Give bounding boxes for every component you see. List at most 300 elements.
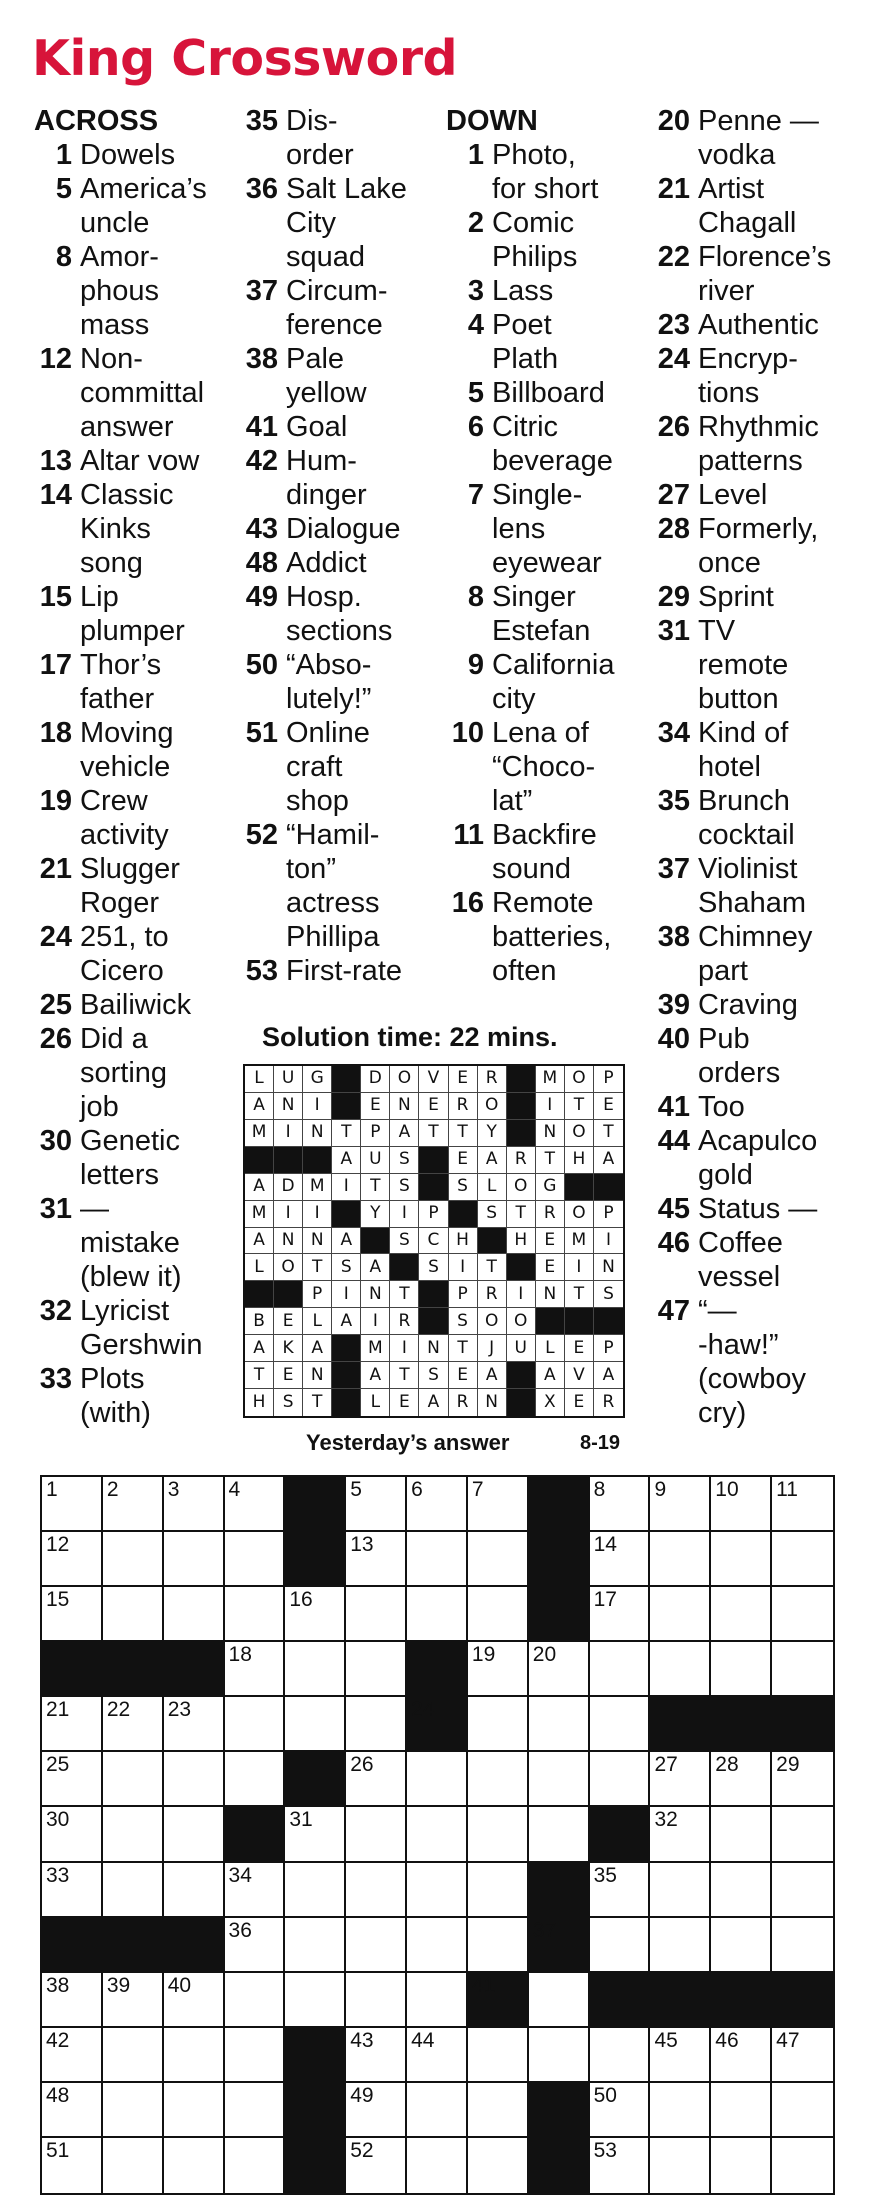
puzzle-title: King Crossword	[32, 30, 458, 87]
down-clue-29	[652, 580, 852, 614]
puzzle-cell[interactable]	[225, 2138, 286, 2193]
puzzle-cell[interactable]	[650, 1642, 711, 1697]
clue-number: 1	[467, 139, 484, 171]
answer-cell: P	[594, 1201, 623, 1228]
puzzle-cell[interactable]	[711, 2138, 772, 2193]
puzzle-cell[interactable]	[42, 2138, 103, 2193]
cell-number: 51	[46, 2138, 70, 2162]
puzzle-cell[interactable]	[711, 1642, 772, 1697]
puzzle-cell[interactable]	[346, 1807, 407, 1862]
puzzle-cell[interactable]	[346, 2138, 407, 2193]
answer-black-square	[245, 1147, 274, 1174]
cell-number: 48	[46, 2083, 70, 2107]
puzzle-cell[interactable]	[650, 2028, 711, 2083]
puzzle-cell[interactable]	[103, 2138, 164, 2193]
clue-number: 5	[55, 173, 72, 205]
clue-number: 14	[39, 479, 72, 511]
answer-black-square	[536, 1308, 565, 1335]
clue-text: Dowels	[80, 139, 176, 171]
answer-cell: E	[565, 1335, 594, 1362]
puzzle-cell[interactable]	[285, 1642, 346, 1697]
puzzle-cell[interactable]	[346, 1587, 407, 1642]
answer-cell: T	[507, 1201, 536, 1228]
puzzle-cell[interactable]	[42, 1587, 103, 1642]
clue-text: Remote batteries, often	[492, 887, 612, 987]
answer-cell: S	[419, 1362, 448, 1389]
puzzle-cell[interactable]	[650, 1587, 711, 1642]
puzzle-cell[interactable]	[590, 2083, 651, 2138]
across-clue-1	[34, 138, 220, 172]
answer-cell: M	[361, 1335, 390, 1362]
puzzle-cell[interactable]	[103, 1532, 164, 1587]
puzzle-cell[interactable]	[650, 1477, 711, 1532]
puzzle-cell[interactable]	[468, 2028, 529, 2083]
puzzle-cell[interactable]	[650, 2083, 711, 2138]
puzzle-cell[interactable]	[346, 1973, 407, 2028]
puzzle-cell[interactable]	[468, 1477, 529, 1532]
puzzle-cell[interactable]	[711, 1918, 772, 1973]
clue-number: 42	[245, 445, 278, 477]
puzzle-cell[interactable]	[529, 1807, 590, 1862]
puzzle-cell[interactable]	[407, 2083, 468, 2138]
puzzle-cell[interactable]	[225, 1587, 286, 1642]
clue-number: 24	[657, 343, 690, 375]
puzzle-cell[interactable]	[42, 1863, 103, 1918]
puzzle-cell[interactable]	[164, 1807, 225, 1862]
puzzle-cell[interactable]	[772, 2138, 833, 2193]
answer-cell: T	[361, 1174, 390, 1201]
puzzle-cell[interactable]	[225, 1642, 286, 1697]
answer-cell: D	[274, 1174, 303, 1201]
yesterdays-answer-label: Yesterday’s answer	[306, 1430, 510, 1455]
cell-number: 3	[167, 1478, 180, 1501]
cell-number: 15	[46, 1588, 70, 1612]
clue-text: Lass	[492, 275, 554, 307]
puzzle-cell[interactable]	[103, 1587, 164, 1642]
puzzle-cell[interactable]	[164, 1697, 225, 1752]
clue-text: Non- committal answer	[80, 343, 205, 443]
answer-cell: K	[274, 1335, 303, 1362]
clue-number: 30	[39, 1125, 72, 1157]
clue-text: Encryp- tions	[698, 343, 798, 409]
puzzle-cell[interactable]	[468, 1532, 529, 1587]
puzzle-cell[interactable]	[772, 1807, 833, 1862]
puzzle-cell[interactable]	[407, 1587, 468, 1642]
puzzle-cell[interactable]	[407, 2028, 468, 2083]
puzzle-cell[interactable]	[103, 1973, 164, 2028]
answer-cell: G	[303, 1066, 332, 1093]
puzzle-cell[interactable]	[468, 1587, 529, 1642]
black-square	[164, 1918, 225, 1973]
clue-text: Level	[698, 479, 768, 511]
puzzle-cell[interactable]	[772, 1587, 833, 1642]
across-clues-column-2	[240, 104, 440, 988]
clue-text: Amor- phous mass	[80, 241, 160, 341]
answer-cell: O	[565, 1120, 594, 1147]
answer-cell: A	[594, 1362, 623, 1389]
puzzle-cell[interactable]	[285, 1973, 346, 2028]
down-clue-22	[652, 240, 852, 308]
across-clue-51	[240, 716, 440, 818]
clue-text: Bailiwick	[80, 989, 192, 1021]
clue-text: Poet Plath	[492, 309, 559, 375]
puzzle-cell[interactable]	[407, 1532, 468, 1587]
puzzle-cell[interactable]	[285, 1807, 346, 1862]
puzzle-cell[interactable]	[468, 1697, 529, 1752]
clue-number: 46	[657, 1227, 690, 1259]
down-clue-23	[652, 308, 852, 342]
clue-number: 39	[657, 989, 690, 1021]
clue-text: Authentic	[698, 309, 819, 341]
answer-cell: I	[390, 1335, 419, 1362]
clue-number: 25	[39, 989, 72, 1021]
puzzle-cell[interactable]	[772, 2028, 833, 2083]
puzzle-cell[interactable]	[650, 1863, 711, 1918]
answer-cell: M	[565, 1228, 594, 1255]
black-square	[529, 2138, 590, 2193]
clue-number: 3	[467, 275, 484, 307]
answer-black-square	[449, 1201, 478, 1228]
cell-number: 10	[715, 1478, 739, 1501]
answer-cell: J	[478, 1335, 507, 1362]
answer-cell: E	[536, 1228, 565, 1255]
answer-cell: A	[245, 1335, 274, 1362]
puzzle-cell[interactable]	[711, 1587, 772, 1642]
cell-number: 12	[46, 1533, 70, 1557]
puzzle-cell[interactable]	[590, 1697, 651, 1752]
puzzle-cell[interactable]	[103, 1752, 164, 1807]
answer-cell: I	[303, 1201, 332, 1228]
puzzle-cell[interactable]	[225, 1697, 286, 1752]
puzzle-cell[interactable]	[590, 1752, 651, 1807]
cell-number: 40	[167, 1973, 192, 1997]
puzzle-cell[interactable]	[590, 1532, 651, 1587]
clue-text: Did a sorting job	[80, 1023, 168, 1123]
puzzle-cell[interactable]	[711, 1807, 772, 1862]
answer-cell: P	[419, 1201, 448, 1228]
answer-cell: S	[390, 1174, 419, 1201]
puzzle-cell[interactable]	[164, 1477, 225, 1532]
puzzle-cell[interactable]	[468, 1918, 529, 1973]
clue-text: Status —	[698, 1193, 818, 1225]
clue-text: Slugger Roger	[80, 853, 180, 919]
puzzle-cell[interactable]	[407, 2138, 468, 2193]
puzzle-cell[interactable]	[529, 1752, 590, 1807]
cell-number: 32	[654, 1808, 678, 1832]
answer-black-square	[419, 1147, 448, 1174]
black-square	[285, 1477, 346, 1532]
puzzle-cell[interactable]	[468, 1863, 529, 1918]
puzzle-cell[interactable]	[42, 1697, 103, 1752]
clue-number: 34	[657, 717, 690, 749]
answer-cell: A	[390, 1120, 419, 1147]
puzzle-cell[interactable]	[529, 1697, 590, 1752]
clue-number: 19	[39, 785, 72, 817]
across-heading: ACROSS	[34, 105, 159, 137]
answer-black-square	[419, 1281, 448, 1308]
puzzle-cell[interactable]	[407, 1477, 468, 1532]
answer-black-square	[303, 1147, 332, 1174]
down-clue-2	[446, 206, 641, 274]
answer-cell: E	[536, 1254, 565, 1281]
puzzle-cell[interactable]	[225, 1918, 286, 1973]
clue-number: 1	[55, 139, 72, 171]
clue-text: Lyricist Gershwin	[80, 1295, 203, 1361]
answer-cell: O	[565, 1066, 594, 1093]
cell-number: 1	[46, 1478, 58, 1501]
answer-cell: R	[536, 1201, 565, 1228]
answer-black-square	[274, 1281, 303, 1308]
down-clue-10	[446, 716, 641, 818]
across-clue-52	[240, 818, 440, 954]
puzzle-cell[interactable]	[468, 2138, 529, 2193]
clue-number: 26	[657, 411, 690, 443]
puzzle-cell[interactable]	[285, 1697, 346, 1752]
puzzle-cell[interactable]	[529, 1642, 590, 1697]
puzzle-cell[interactable]	[711, 1477, 772, 1532]
puzzle-cell[interactable]	[42, 1807, 103, 1862]
puzzle-cell[interactable]	[164, 2138, 225, 2193]
cell-number: 17	[593, 1588, 617, 1612]
puzzle-cell[interactable]	[103, 1863, 164, 1918]
clue-text: Rhythmic patterns	[698, 411, 819, 477]
clue-number: 52	[245, 819, 278, 851]
clue-number: 8	[467, 581, 484, 613]
puzzle-cell[interactable]	[164, 2083, 225, 2138]
puzzle-cell[interactable]	[103, 1477, 164, 1532]
puzzle-cell[interactable]	[346, 2028, 407, 2083]
clue-text: — mistake (blew it)	[80, 1193, 182, 1293]
puzzle-cell[interactable]	[285, 1863, 346, 1918]
puzzle-cell[interactable]	[42, 1973, 103, 2028]
clue-text: Lena of “Choco- lat”	[492, 717, 596, 817]
puzzle-cell[interactable]	[225, 2028, 286, 2083]
clue-number: 45	[657, 1193, 690, 1225]
down-clues-column-2	[652, 104, 852, 1430]
answer-black-square	[390, 1254, 419, 1281]
black-square	[529, 1532, 590, 1587]
clue-text: Too	[698, 1091, 745, 1123]
puzzle-cell[interactable]	[590, 2028, 651, 2083]
down-clue-28	[652, 512, 852, 580]
down-clue-9	[446, 648, 641, 716]
answer-cell: E	[361, 1093, 390, 1120]
clue-text: Formerly, once	[698, 513, 819, 579]
puzzle-cell[interactable]	[772, 2083, 833, 2138]
puzzle-cell[interactable]	[225, 1973, 286, 2028]
clue-number: 21	[657, 173, 690, 205]
puzzle-cell[interactable]	[42, 1752, 103, 1807]
puzzle-cell[interactable]	[650, 1918, 711, 1973]
puzzle-cell[interactable]	[772, 1532, 833, 1587]
puzzle-cell[interactable]	[468, 1807, 529, 1862]
answer-cell: N	[536, 1281, 565, 1308]
puzzle-cell[interactable]	[468, 1752, 529, 1807]
across-clue-13	[34, 444, 220, 478]
black-square	[285, 1532, 346, 1587]
clue-text: Altar vow	[80, 445, 200, 477]
clue-number: 33	[39, 1363, 72, 1395]
puzzle-cell[interactable]	[103, 2083, 164, 2138]
puzzle-cell[interactable]	[42, 1532, 103, 1587]
answer-cell: E	[449, 1362, 478, 1389]
answer-cell: I	[274, 1201, 303, 1228]
clue-number: 21	[39, 853, 72, 885]
clue-text: TV remote button	[698, 615, 789, 715]
answer-cell: T	[332, 1120, 361, 1147]
answer-cell: T	[449, 1120, 478, 1147]
puzzle-cell[interactable]	[711, 2083, 772, 2138]
clue-number: 53	[245, 955, 278, 987]
puzzle-cell[interactable]	[772, 1752, 833, 1807]
black-square	[407, 1697, 468, 1752]
down-clue-8	[446, 580, 641, 648]
answer-cell: S	[390, 1228, 419, 1255]
puzzle-cell[interactable]	[346, 1477, 407, 1532]
answer-cell: N	[536, 1120, 565, 1147]
puzzle-cell[interactable]	[529, 1973, 590, 2028]
puzzle-cell[interactable]	[468, 1642, 529, 1697]
puzzle-cell[interactable]	[103, 1697, 164, 1752]
clue-text: Kind of hotel	[698, 717, 789, 783]
answer-black-square	[507, 1120, 536, 1147]
puzzle-cell[interactable]	[407, 1807, 468, 1862]
puzzle-cell[interactable]	[346, 1532, 407, 1587]
clue-text: Singer Estefan	[492, 581, 591, 647]
answer-cell: I	[594, 1228, 623, 1255]
down-clue-7	[446, 478, 641, 580]
puzzle-cell[interactable]	[590, 1587, 651, 1642]
answer-cell: L	[245, 1066, 274, 1093]
puzzle-cell[interactable]	[650, 1807, 711, 1862]
clue-text: Salt Lake City squad	[286, 173, 407, 273]
puzzle-cell[interactable]	[772, 1918, 833, 1973]
down-clue-26	[652, 410, 852, 478]
puzzle-cell[interactable]	[42, 1477, 103, 1532]
puzzle-cell[interactable]	[346, 1863, 407, 1918]
puzzle-cell[interactable]	[590, 1918, 651, 1973]
puzzle-cell[interactable]	[711, 1752, 772, 1807]
puzzle-cell[interactable]	[711, 1863, 772, 1918]
puzzle-cell[interactable]	[650, 2138, 711, 2193]
puzzle-cell[interactable]	[346, 1697, 407, 1752]
across-clue-21	[34, 852, 220, 920]
clue-text: Craving	[698, 989, 798, 1021]
puzzle-cell[interactable]	[164, 1973, 225, 2028]
puzzle-cell[interactable]	[590, 1863, 651, 1918]
cell-number: 36	[228, 1918, 252, 1942]
puzzle-cell[interactable]	[346, 1752, 407, 1807]
puzzle-cell[interactable]	[225, 1532, 286, 1587]
answer-cell: E	[449, 1066, 478, 1093]
puzzle-cell[interactable]	[590, 1477, 651, 1532]
puzzle-cell[interactable]	[164, 1863, 225, 1918]
answer-cell: N	[361, 1281, 390, 1308]
puzzle-cell[interactable]	[407, 1752, 468, 1807]
puzzle-cell[interactable]	[711, 2028, 772, 2083]
cell-number: 34	[228, 1863, 252, 1887]
clue-text: Sprint	[698, 581, 774, 613]
across-clue-12	[34, 342, 220, 444]
across-clue-42	[240, 444, 440, 512]
puzzle-cell[interactable]	[529, 2028, 590, 2083]
puzzle-cell[interactable]	[590, 2138, 651, 2193]
black-square	[468, 1973, 529, 2028]
black-square	[164, 1642, 225, 1697]
puzzle-cell[interactable]	[650, 1532, 711, 1587]
puzzle-cell[interactable]	[346, 1642, 407, 1697]
answer-black-square	[274, 1147, 303, 1174]
clue-number: 7	[467, 479, 484, 511]
clue-number: 10	[451, 717, 484, 749]
answer-cell: V	[419, 1066, 448, 1093]
clue-number: 12	[39, 343, 72, 375]
cell-number: 35	[593, 1863, 617, 1887]
clue-text: Dialogue	[286, 513, 401, 545]
puzzle-cell[interactable]	[468, 2083, 529, 2138]
cell-number: 53	[593, 2138, 617, 2162]
puzzle-cell[interactable]	[285, 1587, 346, 1642]
puzzle-cell[interactable]	[407, 1973, 468, 2028]
puzzle-cell[interactable]	[346, 1918, 407, 1973]
black-square	[42, 1918, 103, 1973]
across-clue-49	[240, 580, 440, 648]
puzzle-cell[interactable]	[42, 2083, 103, 2138]
puzzle-cell[interactable]	[285, 1918, 346, 1973]
puzzle-cell[interactable]	[407, 1918, 468, 1973]
down-clue-list	[446, 138, 641, 988]
puzzle-cell[interactable]	[225, 2083, 286, 2138]
answer-cell: E	[419, 1093, 448, 1120]
puzzle-cell[interactable]	[346, 2083, 407, 2138]
puzzle-cell[interactable]	[772, 1642, 833, 1697]
puzzle-cell[interactable]	[225, 1863, 286, 1918]
answer-cell: O	[478, 1308, 507, 1335]
cell-number: 8	[593, 1478, 606, 1501]
answer-black-square	[332, 1066, 361, 1093]
puzzle-cell[interactable]	[772, 1477, 833, 1532]
clue-number: 50	[245, 649, 278, 681]
puzzle-cell[interactable]	[407, 1863, 468, 1918]
puzzle-cell[interactable]	[164, 1587, 225, 1642]
puzzle-cell[interactable]	[164, 1532, 225, 1587]
clue-number: 5	[467, 377, 484, 409]
black-square	[590, 1973, 651, 2028]
puzzle-cell[interactable]	[103, 1807, 164, 1862]
puzzle-cell[interactable]	[772, 1863, 833, 1918]
down-clue-31	[652, 614, 852, 716]
puzzle-cell[interactable]	[164, 1752, 225, 1807]
clue-number: 24	[39, 921, 72, 953]
puzzle-cell[interactable]	[650, 1752, 711, 1807]
puzzle-cell[interactable]	[225, 1477, 286, 1532]
clue-number: 16	[451, 887, 484, 919]
answer-black-square	[332, 1093, 361, 1120]
puzzle-cell[interactable]	[590, 1642, 651, 1697]
puzzle-cell[interactable]	[103, 2028, 164, 2083]
puzzle-cell[interactable]	[164, 2028, 225, 2083]
answer-cell: A	[332, 1147, 361, 1174]
across-clue-list	[34, 138, 220, 1430]
answer-cell: U	[361, 1147, 390, 1174]
puzzle-cell[interactable]	[42, 2028, 103, 2083]
answer-cell: L	[245, 1254, 274, 1281]
clue-text: Florence’s river	[698, 241, 832, 307]
puzzle-cell[interactable]	[711, 1532, 772, 1587]
answer-cell: T	[594, 1120, 623, 1147]
puzzle-cell[interactable]	[225, 1752, 286, 1807]
answer-cell: R	[449, 1389, 478, 1416]
